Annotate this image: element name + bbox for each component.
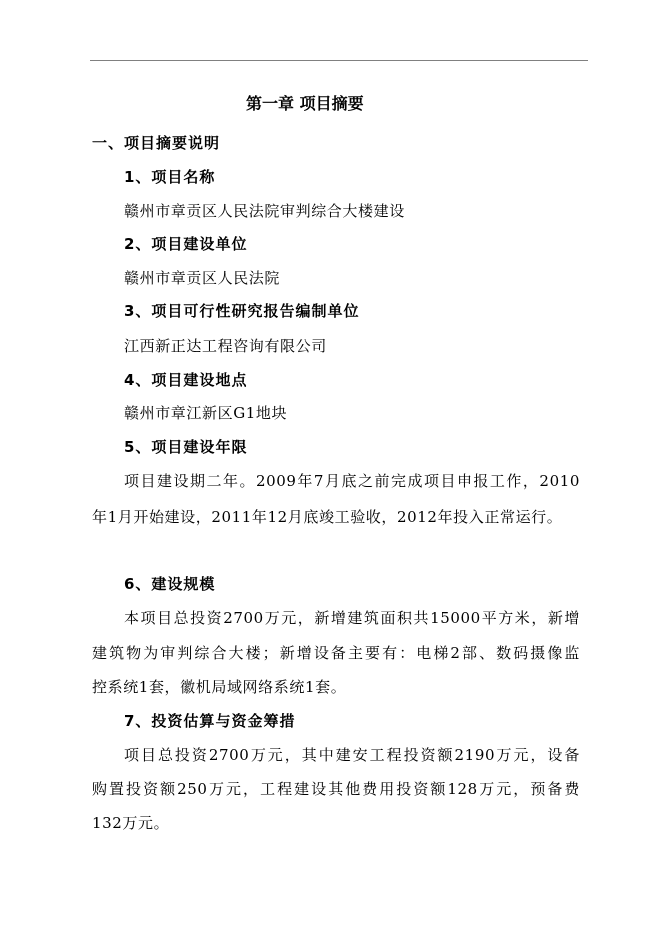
header-rule	[90, 60, 588, 61]
item-heading-project-name: 1、项目名称	[124, 168, 216, 186]
item-heading-report-preparer: 3、项目可行性研究报告编制单位	[124, 302, 360, 320]
item-heading-construction-unit: 2、项目建设单位	[124, 235, 248, 253]
paragraph-line: 132万元。	[92, 814, 170, 832]
item-heading-duration: 5、项目建设年限	[124, 438, 248, 456]
paragraph-line: 年1月开始建设，2011年12月底竣工验收，2012年投入正常运行。	[92, 508, 563, 526]
chapter-title: 第一章 项目摘要	[246, 94, 364, 113]
item-content-construction-unit: 赣州市章贡区人民法院	[124, 269, 281, 287]
item-heading-investment: 7、投资估算与资金筹措	[124, 712, 296, 730]
paragraph-line: 项目总投资2700万元，其中建安工程投资额2190万元，设备	[124, 746, 580, 764]
item-heading-location: 4、项目建设地点	[124, 371, 248, 389]
paragraph-line: 控系统1套，徽机局域网络系统1套。	[92, 678, 347, 696]
paragraph-line: 本项目总投资2700万元，新增建筑面积共15000平方米，新增	[124, 609, 580, 627]
section-heading: 一、项目摘要说明	[92, 134, 221, 152]
item-content-location: 赣州市章江新区G1地块	[124, 404, 288, 422]
item-content-project-name: 赣州市章贡区人民法院审判综合大楼建设	[124, 202, 405, 220]
paragraph-line: 购置投资额250万元，工程建设其他费用投资额128万元，预备费	[92, 780, 580, 798]
paragraph-line: 建筑物为审判综合大楼；新增设备主要有：电梯2部、数码摄像监	[92, 644, 580, 662]
item-heading-scale: 6、建设规模	[124, 575, 216, 593]
paragraph-line: 项目建设期二年。2009年7月底之前完成项目申报工作，2010	[124, 472, 580, 490]
item-content-report-preparer: 江西新正达工程咨询有限公司	[124, 337, 327, 355]
